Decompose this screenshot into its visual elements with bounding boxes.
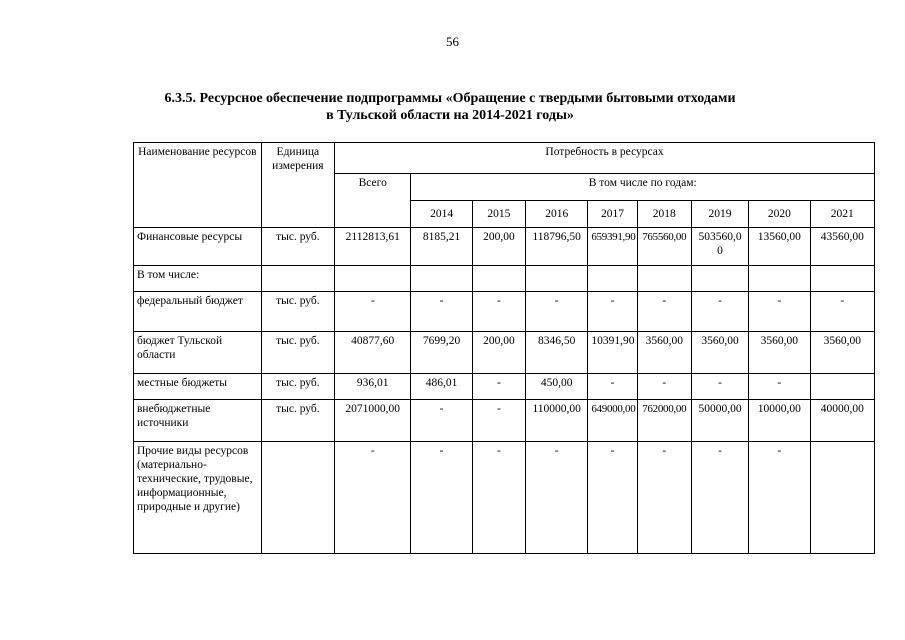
row-name: местные бюджеты: [134, 374, 262, 400]
page-number: 56: [446, 34, 459, 49]
row-value: -: [691, 442, 748, 554]
row-unit: тыс. руб.: [261, 374, 334, 400]
row-value: 8185,21: [411, 228, 472, 266]
row-value: -: [526, 292, 588, 332]
row-unit: тыс. руб.: [261, 400, 334, 442]
row-value: [810, 442, 875, 554]
row-value: -: [411, 442, 472, 554]
table-row: [134, 228, 875, 266]
row-value: [588, 266, 637, 292]
table-row: [134, 374, 875, 400]
header-year: 2020: [749, 201, 810, 228]
row-value: 50000,00: [691, 400, 748, 442]
row-value: [749, 266, 810, 292]
row-value: [472, 266, 525, 292]
row-value: -: [472, 374, 525, 400]
row-value: 7699,20: [411, 332, 472, 374]
section-title-line-2: в Тульской области на 2014-2021 годы»: [326, 108, 574, 123]
row-value: [526, 266, 588, 292]
row-total: -: [335, 292, 411, 332]
row-value: [411, 266, 472, 292]
row-value: -: [472, 442, 525, 554]
row-value: -: [691, 292, 748, 332]
row-name: внебюджетные источники: [134, 400, 262, 442]
row-value: -: [588, 374, 637, 400]
section-title-line-1: 6.3.5. Ресурсное обеспечение подпрограммы «Обращение с твердыми бытовыми отходами: [164, 91, 736, 106]
row-value: 10000,00: [749, 400, 810, 442]
table-row: [134, 332, 875, 374]
row-total: [335, 266, 411, 292]
row-name: Прочие виды ресурсов (материально-технические, трудовые, информационные, природные и другие): [134, 442, 262, 554]
row-value: 200,00: [472, 228, 525, 266]
row-value: 40000,00: [810, 400, 875, 442]
row-value: 3560,00: [749, 332, 810, 374]
row-value: -: [588, 292, 637, 332]
header-year: 2018: [637, 201, 691, 228]
row-value: 486,01: [411, 374, 472, 400]
row-value: [810, 374, 875, 400]
row-value: -: [749, 292, 810, 332]
header-year: 2016: [526, 201, 588, 228]
row-value: 649000,00: [588, 400, 637, 442]
row-value: 13560,00: [749, 228, 810, 266]
table-row: [134, 400, 875, 442]
row-unit: [261, 266, 334, 292]
row-value: -: [526, 442, 588, 554]
row-value: -: [749, 442, 810, 554]
row-value: [637, 266, 691, 292]
row-total: 2071000,00: [335, 400, 411, 442]
row-total: 40877,60: [335, 332, 411, 374]
table-row: [134, 442, 875, 554]
row-value: -: [472, 400, 525, 442]
row-value: -: [691, 374, 748, 400]
row-value: 765560,00: [637, 228, 691, 266]
row-value: -: [637, 374, 691, 400]
row-value: 8346,50: [526, 332, 588, 374]
row-value: -: [749, 374, 810, 400]
resource-table: [133, 142, 875, 554]
row-unit: [261, 442, 334, 554]
table-row: [134, 266, 875, 292]
row-value: -: [810, 292, 875, 332]
header-by-years: В том числе по годам:: [411, 174, 875, 201]
row-value: -: [637, 292, 691, 332]
header-year: 2017: [588, 201, 637, 228]
row-value: -: [472, 292, 525, 332]
row-value: -: [411, 292, 472, 332]
row-value: -: [588, 442, 637, 554]
row-total: 936,01: [335, 374, 411, 400]
row-total: 2112813,61: [335, 228, 411, 266]
header-name: Наименование ресурсов: [134, 143, 262, 228]
row-value: 3560,00: [691, 332, 748, 374]
header-year: 2014: [411, 201, 472, 228]
row-value: [810, 266, 875, 292]
header-year: 2015: [472, 201, 525, 228]
row-value: 503560,0 0: [691, 228, 748, 266]
row-value: 110000,00: [526, 400, 588, 442]
row-value: 10391,90: [588, 332, 637, 374]
row-name: Финансовые ресурсы: [134, 228, 262, 266]
row-value: 3560,00: [637, 332, 691, 374]
row-value: -: [411, 400, 472, 442]
header-unit: Единица измерения: [261, 143, 334, 228]
table-row: [134, 292, 875, 332]
row-unit: тыс. руб.: [261, 332, 334, 374]
row-value: 118796,50: [526, 228, 588, 266]
row-name: федеральный бюджет: [134, 292, 262, 332]
row-value: 762000,00: [637, 400, 691, 442]
header-year: 2019: [691, 201, 748, 228]
row-value: [691, 266, 748, 292]
section-title: [130, 90, 770, 124]
header-total: Всего: [335, 174, 411, 228]
row-value: 43560,00: [810, 228, 875, 266]
row-value: 3560,00: [810, 332, 875, 374]
header-year: 2021: [810, 201, 875, 228]
row-unit: тыс. руб.: [261, 228, 334, 266]
row-unit: тыс. руб.: [261, 292, 334, 332]
row-name: бюджет Тульской области: [134, 332, 262, 374]
header-needs: Потребность в ресурсах: [335, 143, 875, 174]
row-total: -: [335, 442, 411, 554]
row-value: 450,00: [526, 374, 588, 400]
row-value: 659391,90: [588, 228, 637, 266]
row-value: -: [637, 442, 691, 554]
row-value: 200,00: [472, 332, 525, 374]
row-name: В том числе:: [134, 266, 262, 292]
